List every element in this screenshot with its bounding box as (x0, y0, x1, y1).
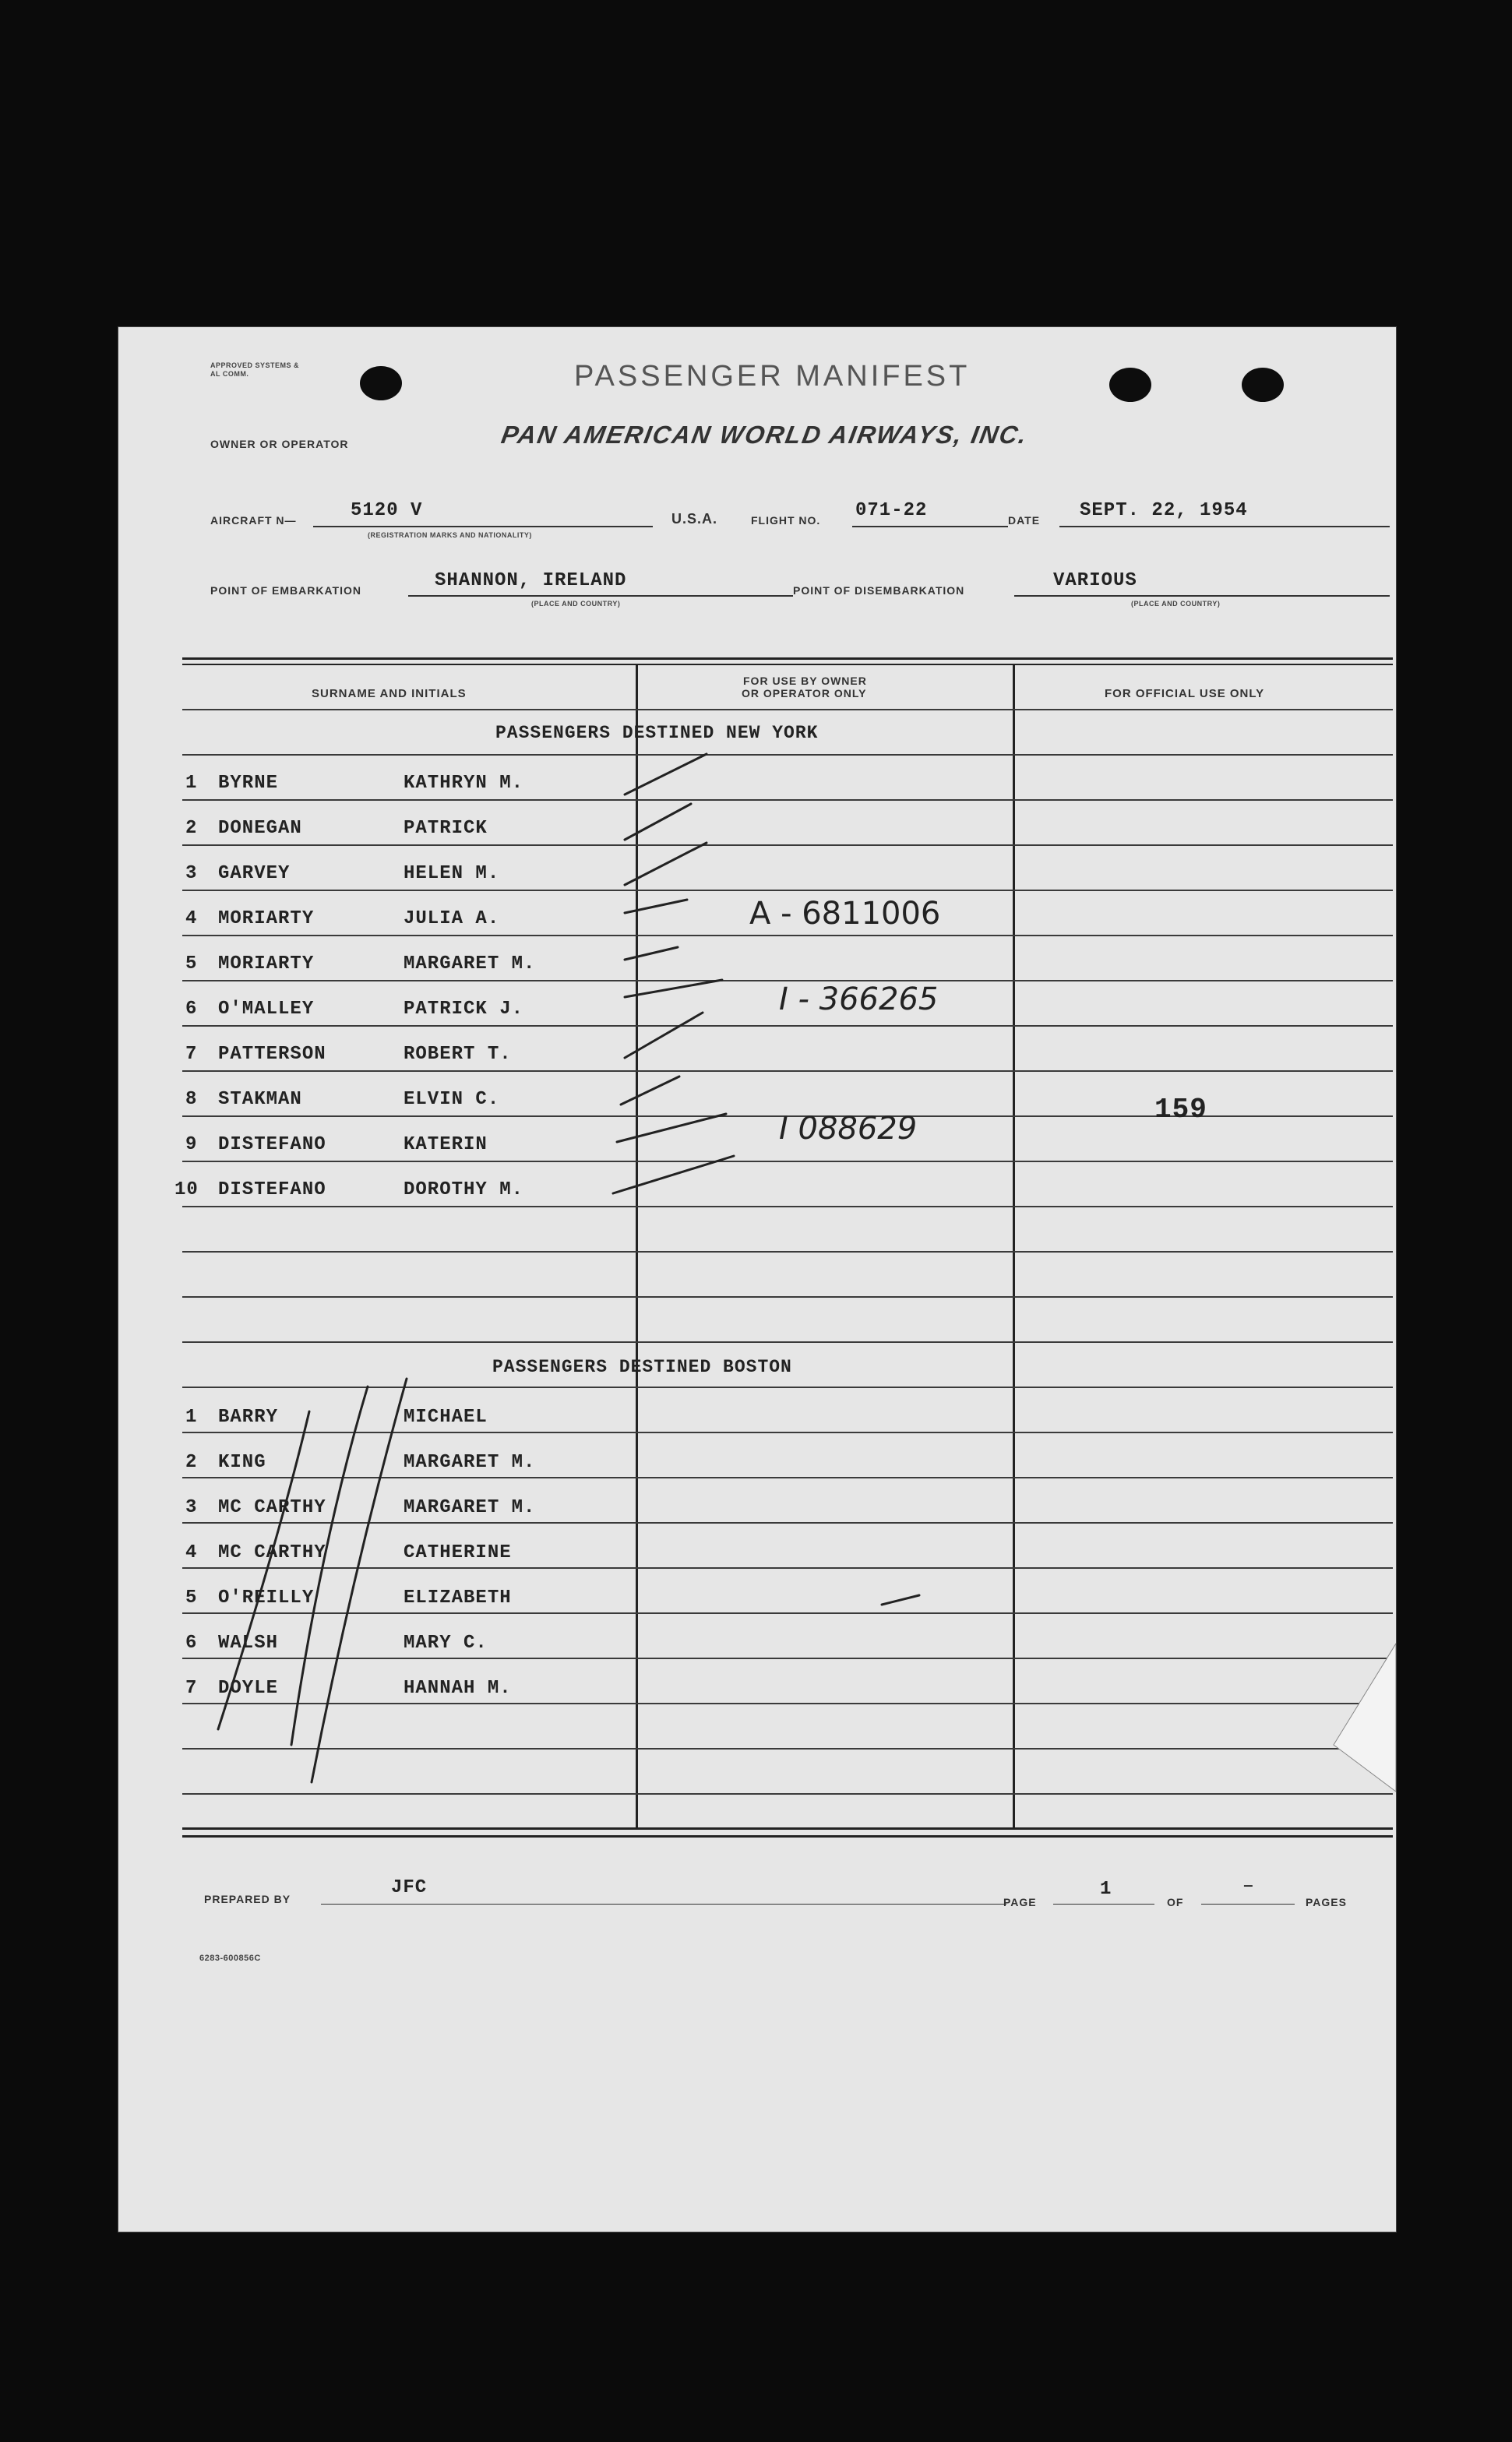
passenger-given-names: MICHAEL (404, 1407, 488, 1428)
aircraft-value: 5120 V (351, 500, 423, 521)
country-label: U.S.A. (671, 511, 718, 527)
passenger-number: 1 (185, 773, 198, 794)
embark-place-caption: (PLACE AND COUNTRY) (531, 600, 621, 608)
flight-label: FLIGHT NO. (751, 514, 821, 527)
passenger-given-names: CATHERINE (404, 1542, 512, 1563)
passenger-number: 7 (185, 1678, 198, 1699)
col-surname-header: SURNAME AND INITIALS (312, 687, 467, 700)
date-value: SEPT. 22, 1954 (1080, 500, 1248, 521)
passenger-surname: PATTERSON (218, 1044, 326, 1065)
passenger-surname: BARRY (218, 1407, 279, 1428)
passenger-number: 1 (185, 1407, 198, 1428)
handwritten-alien-number-row6: I - 366265 (779, 981, 939, 1017)
passenger-number: 2 (185, 818, 198, 839)
handwritten-alien-number-row4: A - 6811006 (749, 896, 941, 932)
passenger-given-names: MARGARET M. (404, 953, 536, 974)
passenger-given-names: KATERIN (404, 1134, 488, 1155)
handwritten-alien-number-row9: I 088629 (779, 1111, 918, 1147)
airline-name: PAN AMERICAN WORLD AIRWAYS, INC. (499, 421, 1031, 449)
passenger-surname: STAKMAN (218, 1089, 302, 1110)
passenger-surname: MORIARTY (218, 908, 315, 929)
embark-value: SHANNON, IRELAND (435, 570, 627, 591)
passenger-given-names: MARY C. (404, 1633, 488, 1654)
pages-label: PAGES (1306, 1896, 1347, 1908)
prepared-by-value: JFC (391, 1877, 428, 1898)
page-value: 1 (1100, 1879, 1112, 1900)
passenger-surname: MC CARTHY (218, 1497, 326, 1518)
section-heading-boston: PASSENGERS DESTINED BOSTON (492, 1357, 792, 1377)
official-use-number: 159 (1154, 1094, 1207, 1126)
owner-label: OWNER OR OPERATOR (210, 438, 349, 450)
form-title: PASSENGER MANIFEST (574, 360, 971, 393)
form-code: 6283-600856C (199, 1954, 261, 1963)
passenger-given-names: MARGARET M. (404, 1452, 536, 1473)
passenger-number: 5 (185, 1587, 198, 1609)
passenger-given-names: PATRICK (404, 818, 488, 839)
of-value: — (1244, 1879, 1253, 1894)
passenger-surname: MORIARTY (218, 953, 315, 974)
manifest-sheet (118, 327, 1396, 2232)
col-owner-header-1: FOR USE BY OWNER (743, 675, 867, 687)
passenger-given-names: PATRICK J. (404, 999, 524, 1020)
passenger-surname: DISTEFANO (218, 1179, 326, 1200)
passenger-surname: MC CARTHY (218, 1542, 326, 1563)
passenger-number: 10 (174, 1179, 199, 1200)
passenger-surname: DONEGAN (218, 818, 302, 839)
passenger-number: 6 (185, 1633, 198, 1654)
passenger-given-names: DOROTHY M. (404, 1179, 524, 1200)
date-label: DATE (1008, 514, 1041, 527)
passenger-number: 9 (185, 1134, 198, 1155)
passenger-number: 7 (185, 1044, 198, 1065)
curled-page-corner (118, 327, 1396, 2232)
passenger-given-names: MARGARET M. (404, 1497, 536, 1518)
passenger-number: 3 (185, 1497, 198, 1518)
passenger-number: 2 (185, 1452, 198, 1473)
passenger-given-names: JULIA A. (404, 908, 500, 929)
passenger-given-names: HELEN M. (404, 863, 500, 884)
passenger-number: 4 (185, 1542, 198, 1563)
disembark-label: POINT OF DISEMBARKATION (793, 584, 965, 597)
passenger-surname: BYRNE (218, 773, 279, 794)
disembark-value: VARIOUS (1053, 570, 1137, 591)
flight-value: 071-22 (855, 500, 928, 521)
approved-stamp: APPROVED SYSTEMS & AL COMM. (210, 361, 300, 378)
passenger-surname: WALSH (218, 1633, 279, 1654)
col-owner-header-2: OR OPERATOR ONLY (742, 687, 867, 699)
passenger-surname: KING (218, 1452, 266, 1473)
registration-caption: (REGISTRATION MARKS AND NATIONALITY) (368, 531, 532, 539)
col-official-header: FOR OFFICIAL USE ONLY (1105, 687, 1265, 700)
disembark-place-caption: (PLACE AND COUNTRY) (1131, 600, 1221, 608)
passenger-number: 5 (185, 953, 198, 974)
prepared-by-label: PREPARED BY (204, 1893, 291, 1905)
passenger-surname: O'MALLEY (218, 999, 315, 1020)
page-label: PAGE (1003, 1896, 1037, 1908)
of-label: OF (1167, 1896, 1184, 1908)
passenger-number: 8 (185, 1089, 198, 1110)
aircraft-label: AIRCRAFT N— (210, 514, 297, 527)
passenger-surname: O'REILLY (218, 1587, 315, 1609)
section-heading-new-york: PASSENGERS DESTINED NEW YORK (495, 723, 819, 743)
passenger-surname: GARVEY (218, 863, 291, 884)
passenger-given-names: ELVIN C. (404, 1089, 500, 1110)
passenger-given-names: HANNAH M. (404, 1678, 512, 1699)
passenger-given-names: ROBERT T. (404, 1044, 512, 1065)
passenger-number: 3 (185, 863, 198, 884)
passenger-surname: DOYLE (218, 1678, 279, 1699)
passenger-number: 6 (185, 999, 198, 1020)
passenger-number: 4 (185, 908, 198, 929)
passenger-given-names: KATHRYN M. (404, 773, 524, 794)
embark-label: POINT OF EMBARKATION (210, 584, 361, 597)
passenger-given-names: ELIZABETH (404, 1587, 512, 1609)
passenger-surname: DISTEFANO (218, 1134, 326, 1155)
